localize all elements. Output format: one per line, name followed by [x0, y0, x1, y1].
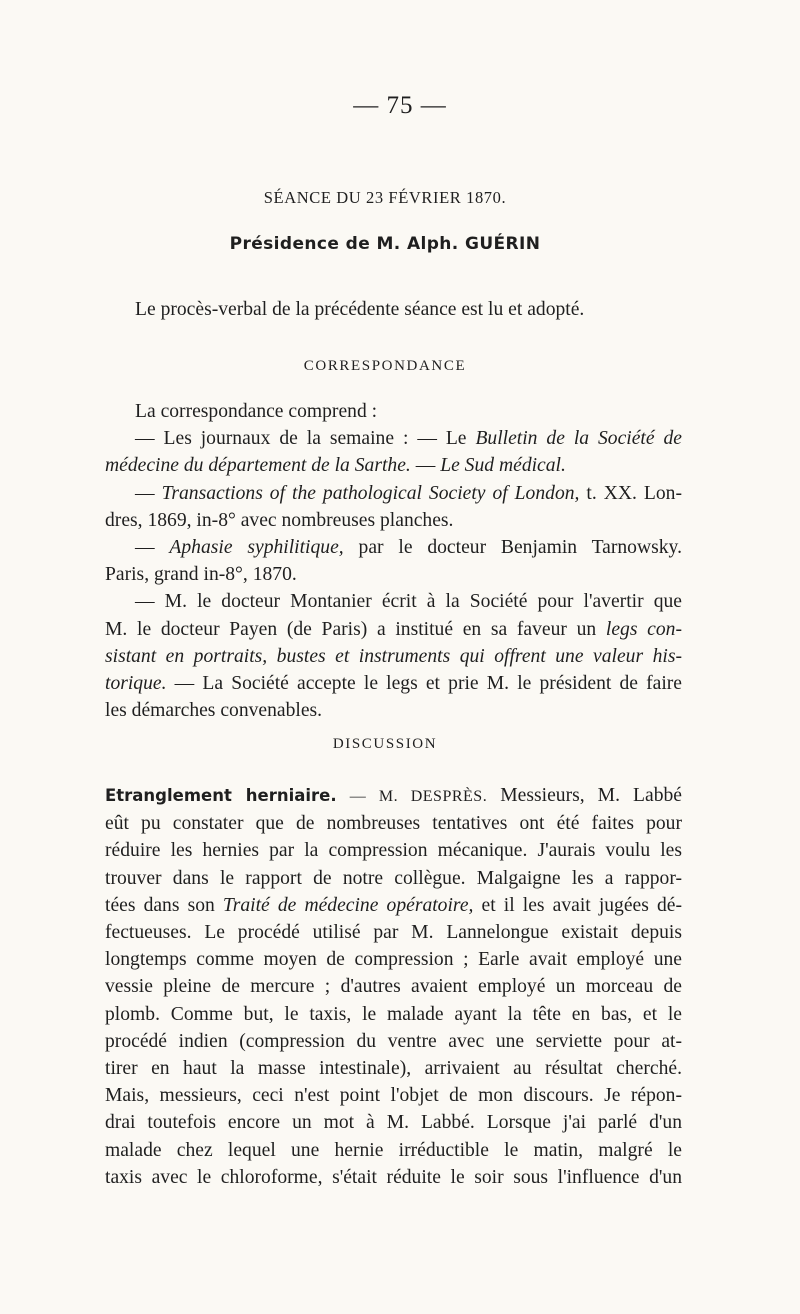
- discussion-heading: DISCUSSION: [332, 736, 438, 752]
- discussion-speaker: — M. DESPRÈS.: [349, 788, 488, 805]
- discussion-paragraph: Etranglement herniaire. — M. DESPRÈS. Messieurs, M. Labbé eût pu constater que de nombreuses tentatives ont été faites pour réduire les hernies par la compression mécanique. J'aurais voulu les trouver dans le rapport de notre collègue. Malgaigne les a rappor- tées dans son Traité de médecine opératoire, et il les avait jugées dé- fectueuses. Le procédé utilisé par M. Lannelongue existait depuis longtemps comme moyen de compression ; Earle avait employé une vessie pleine de mercure ; d'autres avaient employé un morceau de plomb. Comme but, le taxis, le malade ayant la tête en bas, et le procédé indien (compression du ventre avec une serviette pour at- tirer en haut la masse intestinale), arrivaient au résultat cherché. Mais, messieurs, ceci n'est point l'objet de mon discours. Je répon- drai toutefois encore un mot à M. Labbé. Lorsque j'ai parlé d'un malade chez lequel une hernie irréductible le matin, malgré le taxis avec le chloroforme, s'était réduite le soir sous l'influence d'un: [105, 785, 683, 1188]
- correspondance-item-transactions: — Transactions of the pathological Society of London, t. XX. Lon- dres, 1869, in-8° avec nombreuses planches.: [105, 482, 682, 531]
- correspondance-heading: CORRESPONDANCE: [303, 358, 467, 374]
- minutes-paragraph: [105, 296, 682, 323]
- session-presidency: Présidence de M. Alph. GUÉRIN: [229, 234, 541, 254]
- correspondance-intro: La correspondance comprend :: [135, 401, 378, 422]
- discussion-block: [105, 782, 682, 1191]
- correspondance-block: [105, 398, 682, 724]
- correspondance-item-aphasie: — Aphasie syphilitique, par le docteur Benjamin Tarnowsky. Paris, grand in-8°, 1870.: [105, 537, 682, 586]
- correspondance-item-journals: — Les journaux de la semaine : — Le Bulletin de la Société de médecine du département de la Sarthe. — Le Sud médical.: [105, 428, 682, 477]
- discussion-topic: Etranglement herniaire.: [105, 786, 337, 805]
- minutes-text: Le procès-verbal de la précédente séance est lu et adopté.: [135, 299, 585, 320]
- page-number: — 75 —: [353, 92, 447, 119]
- correspondance-item-legs: — M. le docteur Montanier écrit à la Société pour l'avertir que M. le docteur Payen (de Paris) a institué en sa faveur un legs con- sistant en portraits, bustes et instruments qui offrent une valeur his- torique. — La Société accepte le legs et prie M. le président de faire les démarches convenables.: [105, 591, 682, 722]
- session-title: SÉANCE DU 23 FÉVRIER 1870.: [263, 188, 507, 207]
